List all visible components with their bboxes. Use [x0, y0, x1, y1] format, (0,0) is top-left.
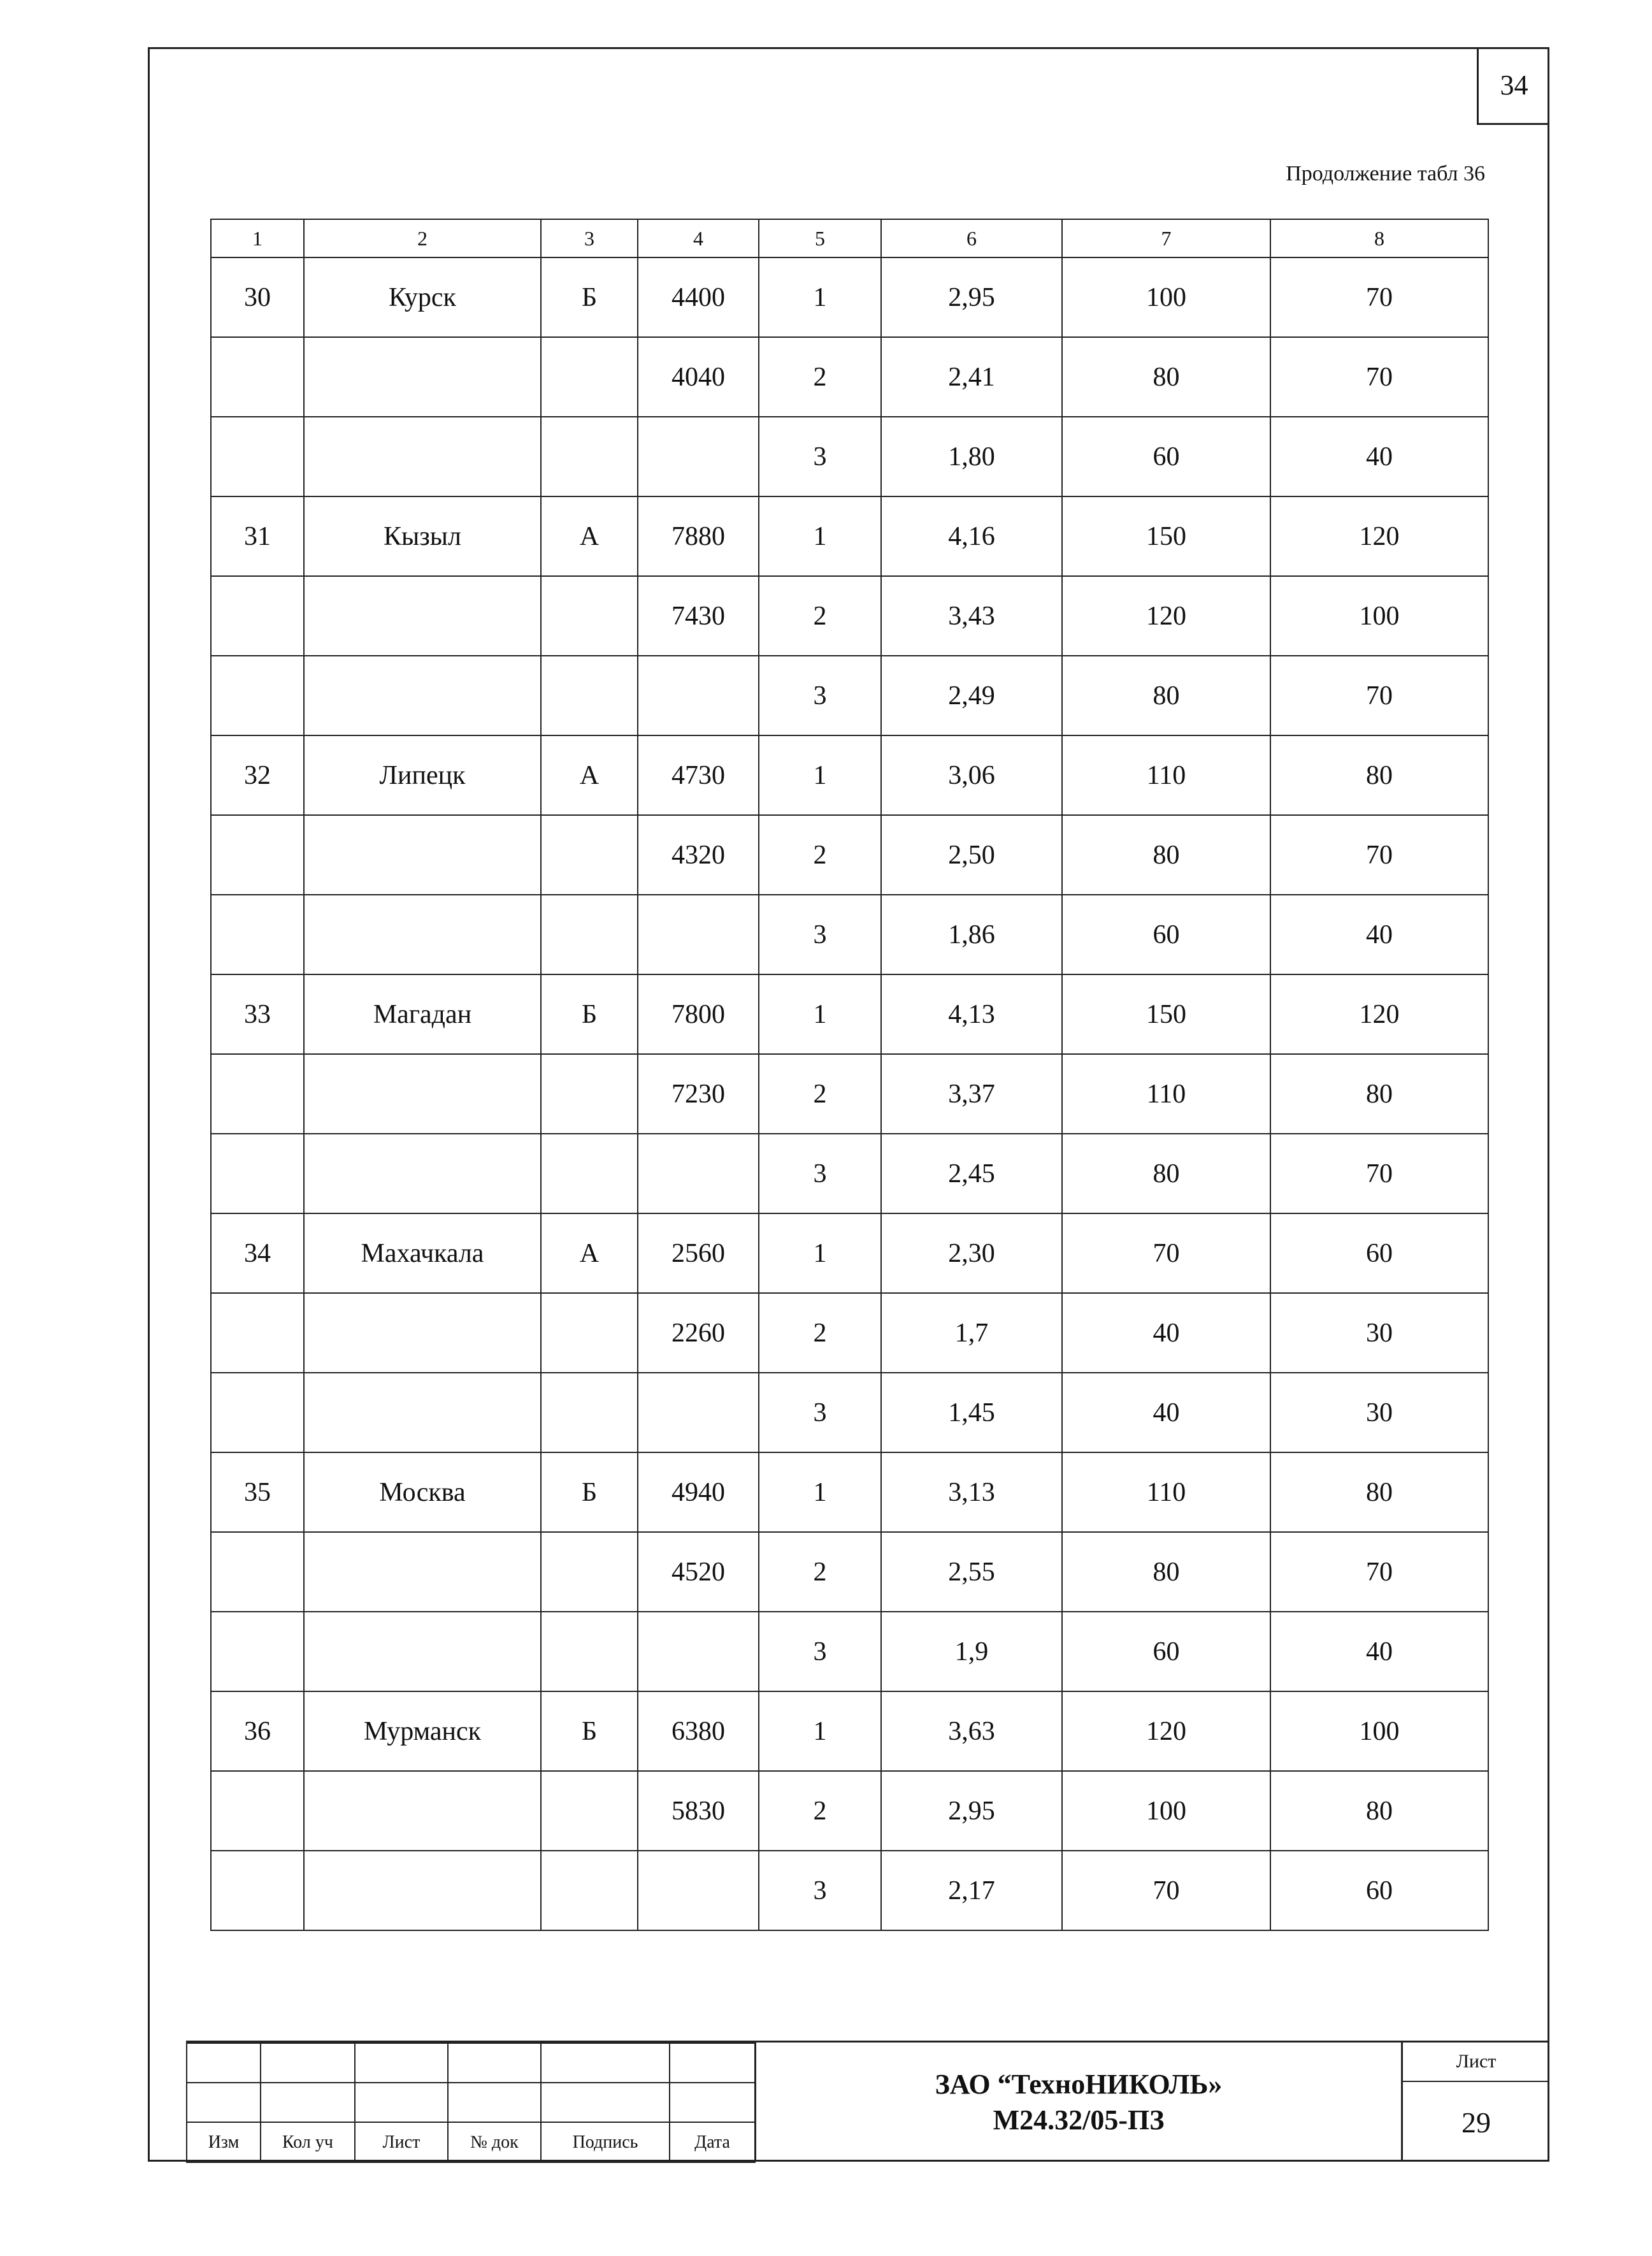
table-cell: [211, 1612, 304, 1691]
table-cell: 35: [211, 1452, 304, 1532]
table-row: [211, 337, 1488, 417]
table-cell: 2: [759, 576, 881, 656]
table-row: [211, 1134, 1488, 1213]
table-cell: 2: [759, 1293, 881, 1373]
table-cell: 120: [1270, 974, 1488, 1054]
table-cell: [541, 1532, 638, 1612]
table-cell: 60: [1270, 1851, 1488, 1930]
table-cell: 1: [759, 1213, 881, 1293]
table-cell: 1: [759, 257, 881, 337]
table-cell: [211, 1532, 304, 1612]
table-cell: 3: [759, 1134, 881, 1213]
table-cell: [304, 1532, 541, 1612]
table-cell: 40: [1270, 417, 1488, 496]
table-cell: 4,16: [881, 496, 1062, 576]
table-row: [211, 1532, 1488, 1612]
column-header: 5: [759, 219, 881, 257]
table-cell: [541, 1612, 638, 1691]
table-cell: 5830: [638, 1771, 759, 1851]
table-cell: 34: [211, 1213, 304, 1293]
table-cell: 3: [759, 1612, 881, 1691]
table-cell: 2560: [638, 1213, 759, 1293]
table-row: [211, 1691, 1488, 1771]
table-cell: А: [541, 496, 638, 576]
column-header: 2: [304, 219, 541, 257]
table-cell: [541, 1373, 638, 1452]
table-cell: [541, 1134, 638, 1213]
table-cell: 120: [1062, 576, 1270, 656]
table-cell: 1: [759, 974, 881, 1054]
table-cell: 1,45: [881, 1373, 1062, 1452]
table-row: [211, 735, 1488, 815]
table-cell: 3: [759, 1851, 881, 1930]
table-cell: Магадан: [304, 974, 541, 1054]
table-cell: 60: [1270, 1213, 1488, 1293]
table-cell: [211, 1054, 304, 1134]
column-header: 3: [541, 219, 638, 257]
table-cell: 80: [1270, 1054, 1488, 1134]
table-cell: 4,13: [881, 974, 1062, 1054]
table-cell: 2: [759, 337, 881, 417]
table-cell: 33: [211, 974, 304, 1054]
table-cell: 70: [1270, 257, 1488, 337]
table-header-row: [211, 219, 1488, 257]
table-cell: [638, 1373, 759, 1452]
table-cell: 3,13: [881, 1452, 1062, 1532]
table-cell: 80: [1062, 337, 1270, 417]
table-cell: 2,17: [881, 1851, 1062, 1930]
table-cell: 70: [1270, 1134, 1488, 1213]
table-cell: [304, 1851, 541, 1930]
table-cell: [638, 895, 759, 974]
table-cell: 100: [1270, 1691, 1488, 1771]
table-cell: [638, 1612, 759, 1691]
table-cell: 2,95: [881, 257, 1062, 337]
title-block-label: Кол уч: [261, 2122, 355, 2162]
table-cell: 150: [1062, 496, 1270, 576]
table-body: [211, 257, 1488, 1930]
table-cell: 4320: [638, 815, 759, 895]
table-cell: Б: [541, 1691, 638, 1771]
table-cell: [541, 815, 638, 895]
table-cell: [211, 815, 304, 895]
table-cell: [304, 656, 541, 735]
table-cell: 120: [1062, 1691, 1270, 1771]
table-cell: 4520: [638, 1532, 759, 1612]
table-cell: 2,55: [881, 1532, 1062, 1612]
table-cell: [304, 417, 541, 496]
table-cell: 3,63: [881, 1691, 1062, 1771]
table-cell: 80: [1062, 1134, 1270, 1213]
table-cell: 7880: [638, 496, 759, 576]
table-cell: 70: [1270, 656, 1488, 735]
table-cell: Москва: [304, 1452, 541, 1532]
table-cell: [638, 1851, 759, 1930]
table-cell: 6380: [638, 1691, 759, 1771]
table-cell: [304, 815, 541, 895]
table-row: [211, 1054, 1488, 1134]
table-cell: [304, 337, 541, 417]
table-cell: 1: [759, 1452, 881, 1532]
table-cell: 70: [1062, 1213, 1270, 1293]
table-row: [211, 496, 1488, 576]
table-cell: 110: [1062, 1452, 1270, 1532]
table-cell: [304, 1612, 541, 1691]
table-cell: 4940: [638, 1452, 759, 1532]
table-cell: [304, 895, 541, 974]
table-cell: [304, 1134, 541, 1213]
table-cell: [541, 576, 638, 656]
table-cell: [541, 1054, 638, 1134]
table-cell: 80: [1062, 656, 1270, 735]
table-cell: 7800: [638, 974, 759, 1054]
table-cell: [211, 656, 304, 735]
column-header: 8: [1270, 219, 1488, 257]
column-header: 6: [881, 219, 1062, 257]
table-cell: 4040: [638, 337, 759, 417]
table-cell: 120: [1270, 496, 1488, 576]
table-cell: Б: [541, 1452, 638, 1532]
table-cell: 1: [759, 735, 881, 815]
table-cell: 2,50: [881, 815, 1062, 895]
table-cell: [211, 1771, 304, 1851]
table-cell: 80: [1270, 1452, 1488, 1532]
table-cell: 2,41: [881, 337, 1062, 417]
table-cell: 4730: [638, 735, 759, 815]
page-number: 34: [1477, 47, 1549, 125]
data-table: [210, 219, 1489, 1931]
table-cell: 40: [1062, 1293, 1270, 1373]
table-cell: Липецк: [304, 735, 541, 815]
table-cell: [304, 1373, 541, 1452]
table-cell: [211, 1373, 304, 1452]
table-row: [211, 1851, 1488, 1930]
table-row: [211, 1612, 1488, 1691]
table-cell: 36: [211, 1691, 304, 1771]
table-cell: 1: [759, 496, 881, 576]
table-cell: 1,86: [881, 895, 1062, 974]
table-cell: [541, 337, 638, 417]
table-cell: 3,37: [881, 1054, 1062, 1134]
table-cell: 2,45: [881, 1134, 1062, 1213]
table-cell: [304, 576, 541, 656]
table-continuation-caption: Продолжение табл 36: [1286, 162, 1485, 185]
table-cell: Б: [541, 257, 638, 337]
table-cell: 2: [759, 1054, 881, 1134]
table-cell: 2: [759, 815, 881, 895]
table-cell: 110: [1062, 735, 1270, 815]
column-header: 4: [638, 219, 759, 257]
table-cell: 3: [759, 895, 881, 974]
table-cell: 30: [1270, 1293, 1488, 1373]
table-cell: [211, 417, 304, 496]
table-cell: [638, 417, 759, 496]
table-cell: Махачкала: [304, 1213, 541, 1293]
table-cell: [541, 1293, 638, 1373]
table-cell: 3,43: [881, 576, 1062, 656]
table-cell: 40: [1062, 1373, 1270, 1452]
table-row: [211, 895, 1488, 974]
table-cell: 150: [1062, 974, 1270, 1054]
table-cell: 2: [759, 1532, 881, 1612]
table-cell: [304, 1293, 541, 1373]
table-cell: 100: [1270, 576, 1488, 656]
title-block-label: № док: [448, 2122, 541, 2162]
table-cell: 80: [1062, 1532, 1270, 1612]
table-cell: 110: [1062, 1054, 1270, 1134]
table-cell: Б: [541, 974, 638, 1054]
table-cell: 3: [759, 1373, 881, 1452]
table-cell: 2,30: [881, 1213, 1062, 1293]
table-cell: [211, 1293, 304, 1373]
sheet-number: 29: [1462, 2106, 1491, 2139]
table-cell: 2: [759, 1771, 881, 1851]
table-cell: 60: [1062, 1612, 1270, 1691]
table-cell: 3: [759, 417, 881, 496]
table-row: [211, 974, 1488, 1054]
table-cell: А: [541, 1213, 638, 1293]
table-cell: 70: [1270, 1532, 1488, 1612]
table-cell: [304, 1771, 541, 1851]
table-cell: 30: [211, 257, 304, 337]
table-cell: [541, 1851, 638, 1930]
table-cell: Мурманск: [304, 1691, 541, 1771]
table-cell: [211, 895, 304, 974]
table-cell: 100: [1062, 1771, 1270, 1851]
table-cell: [211, 337, 304, 417]
table-cell: 40: [1270, 895, 1488, 974]
table-cell: 70: [1270, 815, 1488, 895]
table-cell: 70: [1062, 1851, 1270, 1930]
title-block-label: Лист: [355, 2122, 448, 2162]
table-cell: 80: [1270, 735, 1488, 815]
table-row: [211, 576, 1488, 656]
table-cell: 31: [211, 496, 304, 576]
table-row: [211, 1293, 1488, 1373]
table-cell: 1,7: [881, 1293, 1062, 1373]
table-cell: 3: [759, 656, 881, 735]
table-cell: 32: [211, 735, 304, 815]
table-cell: 3,06: [881, 735, 1062, 815]
column-header: 7: [1062, 219, 1270, 257]
table-cell: 4400: [638, 257, 759, 337]
title-block-designation: [754, 2043, 1403, 2162]
title-block-label: Дата: [670, 2122, 755, 2162]
table-cell: [541, 1771, 638, 1851]
table-cell: Курск: [304, 257, 541, 337]
table-cell: 60: [1062, 417, 1270, 496]
table-cell: 2,95: [881, 1771, 1062, 1851]
table-cell: 2260: [638, 1293, 759, 1373]
table-cell: 2,49: [881, 656, 1062, 735]
table-cell: [211, 576, 304, 656]
table-cell: [304, 1054, 541, 1134]
company-name: ЗАО “ТехноНИКОЛЬ»: [935, 2068, 1223, 2100]
title-block-label: Изм: [187, 2122, 261, 2162]
table-cell: [541, 895, 638, 974]
table-row: [211, 656, 1488, 735]
sheet-cell: [1403, 2043, 1549, 2162]
title-block: [186, 2041, 1549, 2162]
table-cell: [541, 417, 638, 496]
table-cell: 70: [1270, 337, 1488, 417]
table-row: [211, 1771, 1488, 1851]
table-cell: [638, 656, 759, 735]
table-cell: [211, 1134, 304, 1213]
table-cell: [211, 1851, 304, 1930]
table-cell: [638, 1134, 759, 1213]
table-cell: 1,80: [881, 417, 1062, 496]
table-cell: 80: [1062, 815, 1270, 895]
table-row: [211, 815, 1488, 895]
table-row: [211, 1213, 1488, 1293]
column-header: 1: [211, 219, 304, 257]
table-cell: 40: [1270, 1612, 1488, 1691]
document-code: М24.32/05-ПЗ: [993, 2104, 1165, 2136]
table-row: [211, 1373, 1488, 1452]
table-row: [211, 417, 1488, 496]
table-cell: 1: [759, 1691, 881, 1771]
table-cell: [541, 656, 638, 735]
table-cell: 60: [1062, 895, 1270, 974]
table-cell: 100: [1062, 257, 1270, 337]
table-row: [211, 1452, 1488, 1532]
table-cell: А: [541, 735, 638, 815]
title-block-grid: [186, 2043, 756, 2163]
title-block-label-row: [187, 2122, 755, 2162]
table-cell: 7230: [638, 1054, 759, 1134]
table-cell: 30: [1270, 1373, 1488, 1452]
table-cell: Кызыл: [304, 496, 541, 576]
table-cell: 1,9: [881, 1612, 1062, 1691]
table-row: [211, 257, 1488, 337]
title-block-label: Подпись: [541, 2122, 670, 2162]
sheet-label: Лист: [1403, 2043, 1549, 2082]
table-cell: 7430: [638, 576, 759, 656]
table-cell: 80: [1270, 1771, 1488, 1851]
